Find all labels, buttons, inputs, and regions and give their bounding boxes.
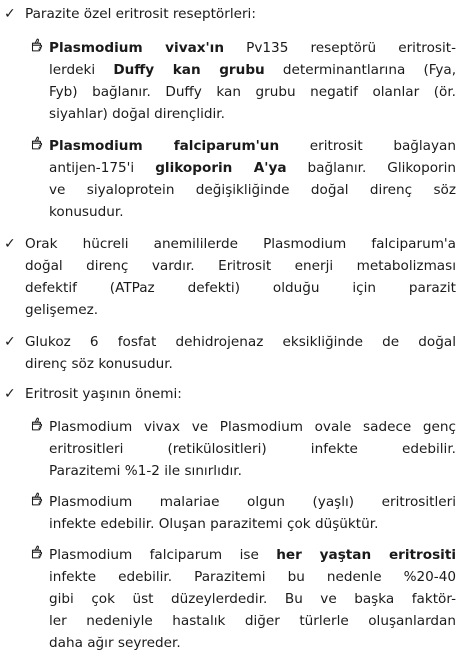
bold-term: her yaştan eritrositi	[276, 547, 456, 563]
text-line	[49, 59, 456, 81]
text-run: determinantlarına (Fya,	[264, 62, 457, 78]
text-line: konusudur.	[49, 204, 124, 220]
bullet-sickle-cell	[4, 233, 456, 321]
pointing-hand-icon	[31, 417, 45, 431]
check-mark-icon: ✓	[4, 386, 16, 402]
check-mark-icon: ✓	[4, 6, 16, 22]
bullet-text-line: direnç söz konusudur.	[25, 356, 173, 372]
text-run: antijen-175'i	[49, 160, 156, 176]
bullet-g6pd	[4, 331, 456, 375]
sub-item-malariae	[31, 491, 456, 535]
bold-term: Plasmodium falciparum'un	[49, 138, 280, 154]
bullet-receptors	[4, 3, 456, 25]
pointing-hand-icon	[31, 492, 45, 506]
sub-item-falciparum-glycophorin	[31, 135, 456, 223]
text-line: ler nedeniyle hastalık diğer türlerle oluşanlardan	[49, 613, 456, 629]
bullet-text-line: gelişemez.	[25, 302, 99, 318]
text-line	[49, 157, 456, 179]
text-line: daha ağır seyreder.	[49, 635, 181, 651]
bold-term: Duffy kan grubu	[113, 62, 265, 78]
text-line: Parazitemi %1-2 ile sınırlıdır.	[49, 463, 242, 479]
sub-item-vivax-duffy	[31, 37, 456, 125]
text-line: Plasmodium vivax ve Plasmodium ovale sadece genç	[49, 419, 456, 435]
bullet-erythrocyte-age	[4, 383, 456, 405]
pointing-hand-icon	[31, 545, 45, 559]
bullet-text-line: defektif (ATPaz defekti) olduğu için parazit	[25, 280, 456, 296]
text-run: lerdeki	[49, 62, 114, 78]
text-run: Pv135 reseptörü eritrosit-	[224, 40, 456, 56]
sub-item-falciparum-all-ages	[31, 544, 456, 654]
bold-term: glikoporin A'ya	[155, 160, 287, 176]
text-line: infekte edebilir. Oluşan parazitemi çok düşüktür.	[49, 516, 379, 532]
text-line: Fyb) bağlanır. Duffy kan grubu negatif olanlar (ör.	[49, 84, 456, 100]
text-line: siyahlar) doğal dirençlidir.	[49, 106, 225, 122]
bullet-text-line: doğal direnç vardır. Eritrosit enerji metabolizması	[25, 258, 456, 274]
text-line: infekte edebilir. Parazitemi bu nedenle %20-40	[49, 569, 456, 585]
text-line: Plasmodium malariae olgun (yaşlı) eritrositleri	[49, 494, 456, 510]
sub-item-vivax-ovale	[31, 416, 456, 482]
text-line	[49, 544, 456, 566]
text-line: gibi çok üst düzeylerdedir. Bu ve başka faktör-	[49, 591, 456, 607]
text-line	[49, 37, 456, 59]
bullet-text-line: Eritrosit yaşının önemi:	[25, 386, 182, 402]
bold-term: Plasmodium vivax'ın	[49, 40, 225, 56]
text-run: Plasmodium falciparum ise	[49, 547, 277, 563]
bullet-text-line: Orak hücreli anemililerde Plasmodium falciparum'a	[25, 236, 456, 252]
text-run: eritrosit bağlayan	[279, 138, 456, 154]
check-mark-icon: ✓	[4, 334, 16, 350]
check-mark-icon: ✓	[4, 236, 16, 252]
text-line	[49, 135, 456, 157]
bullet-text-line: Parazite özel eritrosit reseptörleri:	[25, 6, 256, 22]
pointing-hand-icon	[31, 136, 45, 150]
text-line: ve siyaloprotein değişikliğinde doğal direnç söz	[49, 182, 456, 198]
text-run: bağlanır. Glikoporin	[286, 160, 457, 176]
text-line: eritrositleri (retikülositleri) infekte edebilir.	[49, 441, 456, 457]
bullet-text-line: Glukoz 6 fosfat dehidrojenaz eksikliğinde de doğal	[25, 334, 456, 350]
pointing-hand-icon	[31, 38, 45, 52]
